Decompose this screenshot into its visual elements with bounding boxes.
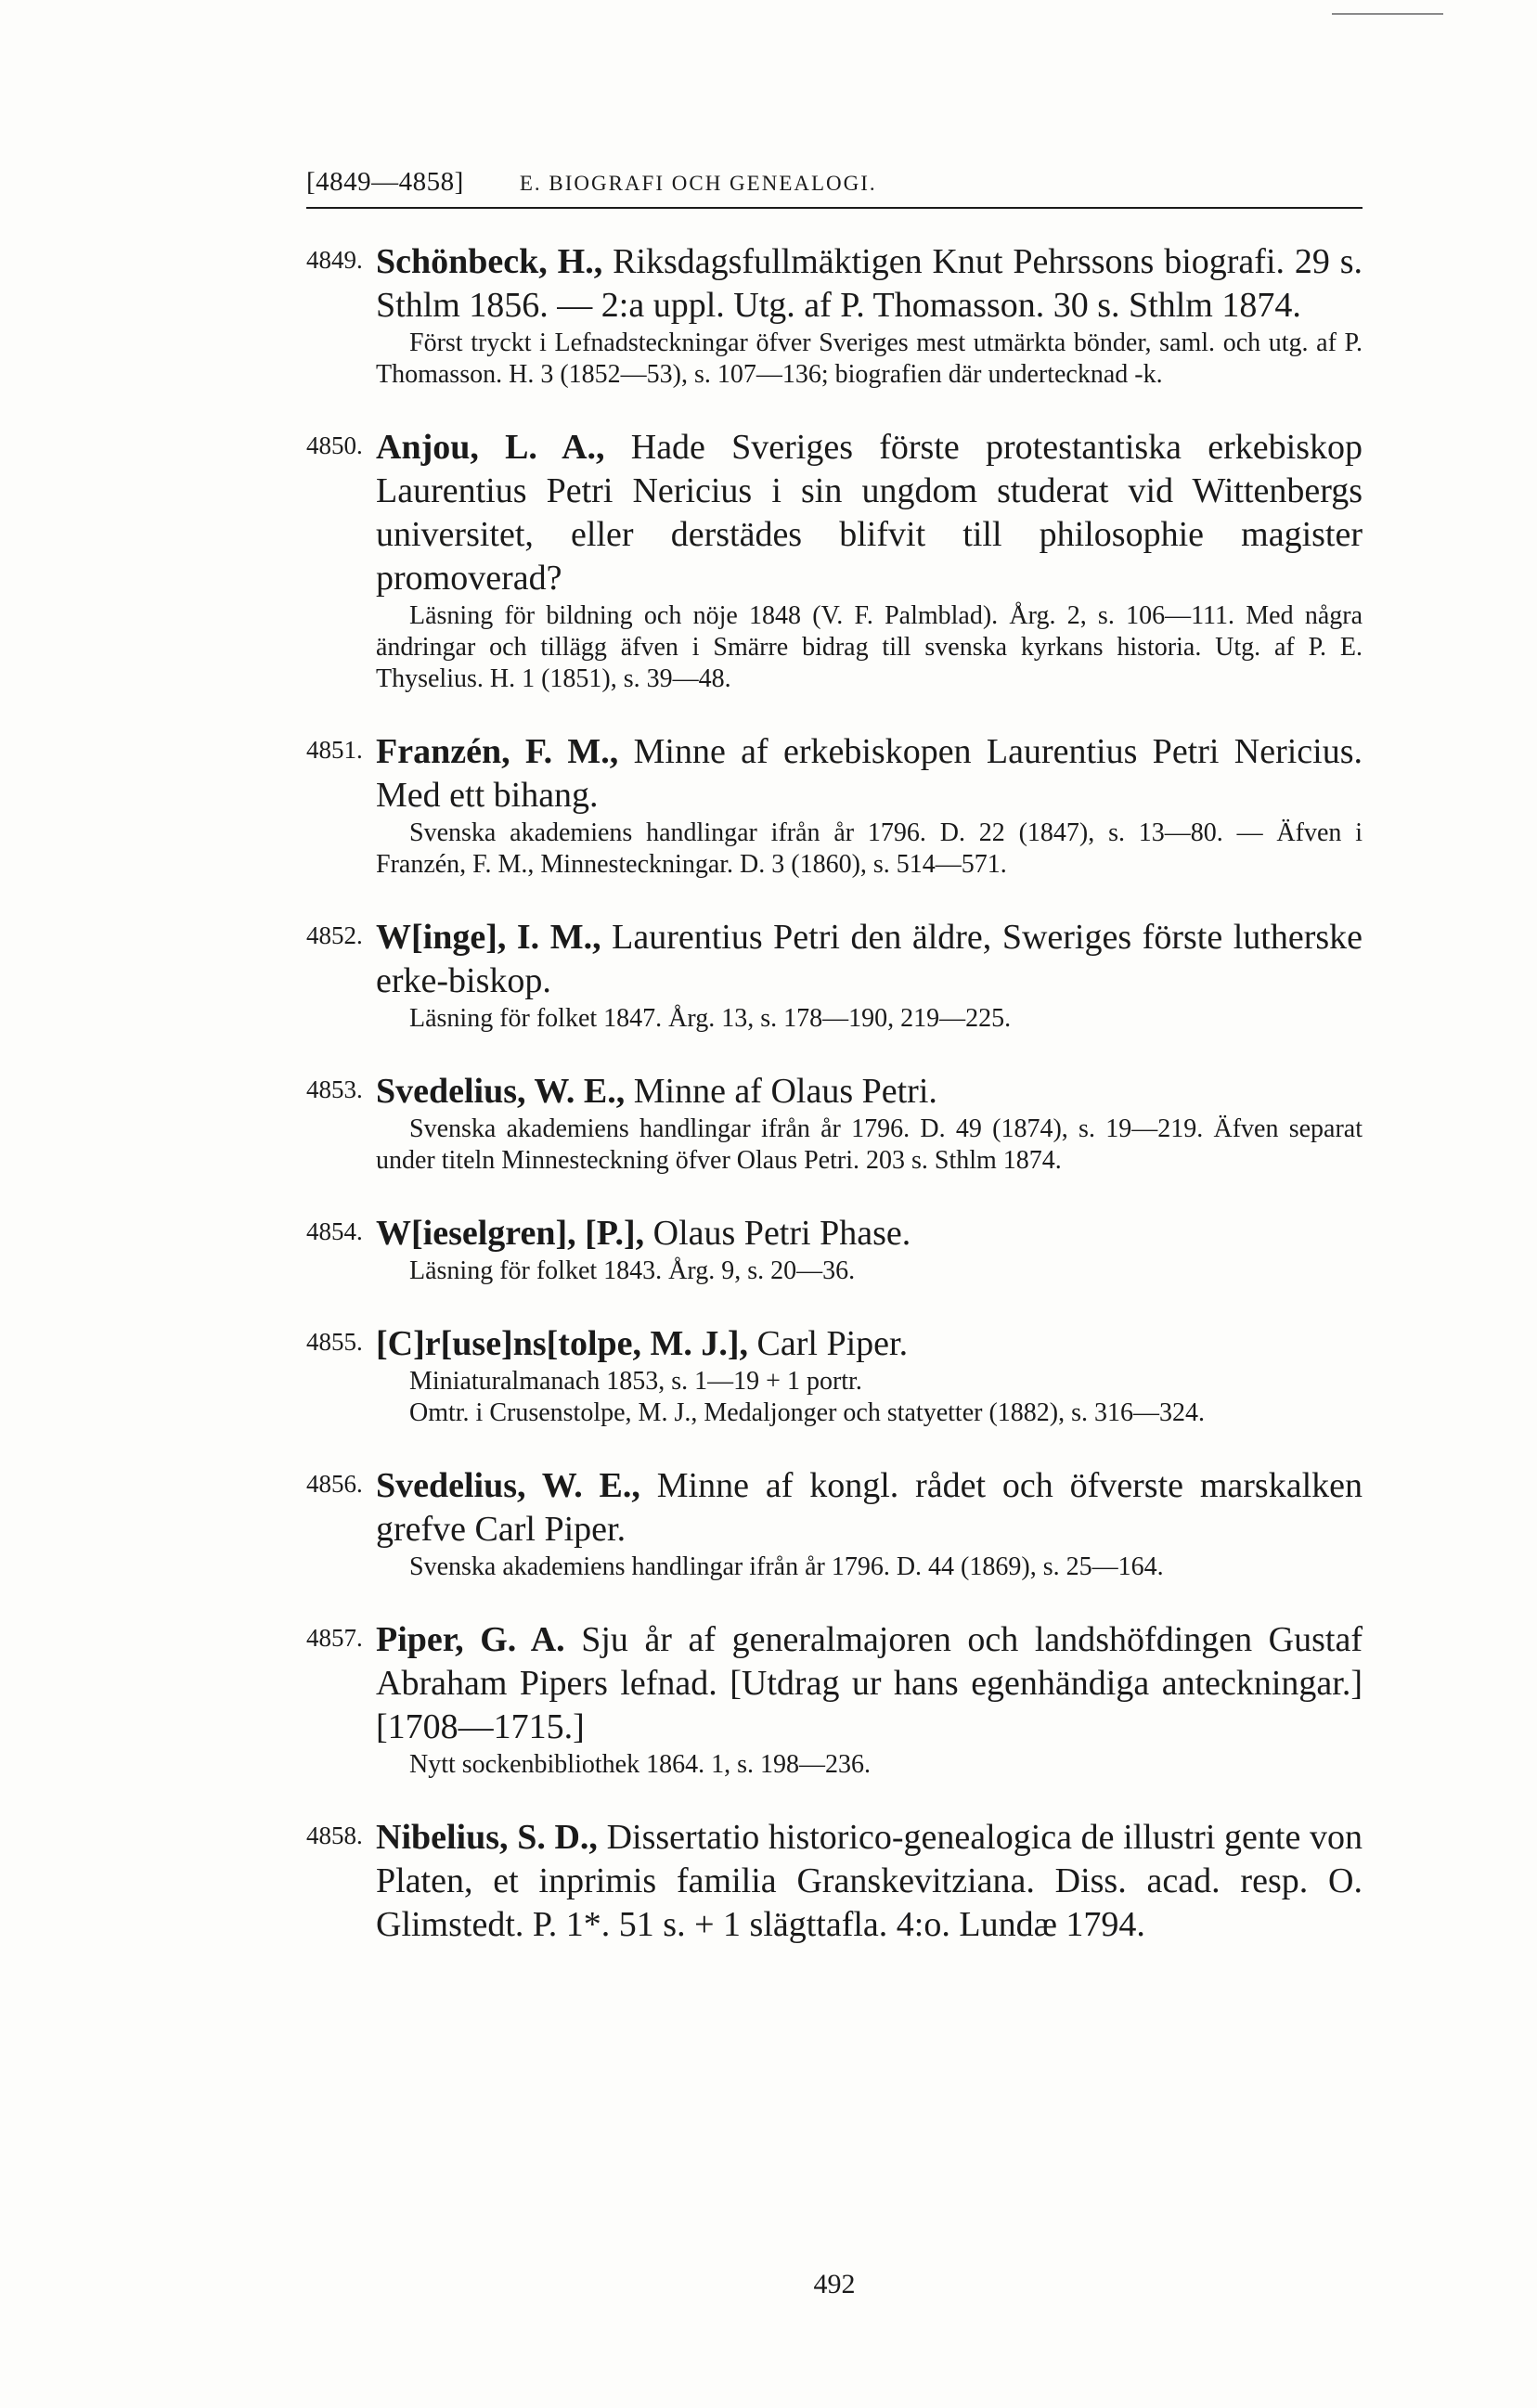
entry-4853 [306, 1070, 1363, 1177]
entry-number: 4853. [306, 1075, 363, 1103]
entry-main [376, 426, 1363, 600]
entry-title: Minne af kongl. rådet och öfverste marskalken grefve Carl Piper. [376, 1466, 1363, 1549]
entry-number: 4858. [306, 1822, 363, 1849]
entry-title: Minne af Olaus Petri. [633, 1072, 937, 1111]
entry-4852 [306, 916, 1363, 1035]
entry-author: Franzén, F. M., [376, 732, 619, 771]
entry-4850 [306, 426, 1363, 695]
document-page [306, 167, 1363, 2299]
entry-number: 4852. [306, 921, 363, 949]
entry-author: Nibelius, S. D., [376, 1818, 598, 1857]
entry-note: Nytt sockenbibliothek 1864. 1, s. 198—236. [409, 1750, 871, 1779]
entry-note: Först tryckt i Lefnadsteckningar öfver Sveriges mest utmärkta bönder, saml. och utg. af P. Thomasson. H. 3 (1852—53), s. 107—136; biografien där undertecknad -k. [376, 328, 1363, 389]
entry-number: 4851. [306, 736, 363, 764]
entry-4849 [306, 240, 1363, 391]
entry-author: Schönbeck, H., [376, 242, 603, 281]
entry-main [376, 1322, 1363, 1366]
entry-main [376, 1464, 1363, 1552]
entry-note: Läsning för folket 1847. Årg. 13, s. 178—190, 219—225. [409, 1004, 1012, 1033]
entry-title: Dissertatio historico-genealogica de illustri gente von Platen, et inprimis familia Granskevitziana. Diss. acad. resp. O. Glimstedt. P. 1*. 51 s. + 1 slägttafla. 4:o. Lundæ 1794. [376, 1818, 1363, 1944]
entry-4851 [306, 730, 1363, 881]
entry-title: Sju år af generalmajoren och landshöfdingen Gustaf Abraham Pipers lefnad. [Utdrag ur hans egenhändiga anteckningar.] [1708—1715.] [376, 1620, 1363, 1746]
running-header [306, 167, 1363, 209]
entry-number: 4854. [306, 1217, 363, 1245]
entry-main [376, 730, 1363, 818]
entry-main [376, 240, 1363, 328]
entry-note: Svenska akademiens handlingar ifrån år 1796. D. 44 (1869), s. 25—164. [409, 1552, 1164, 1581]
page-number: 492 [813, 2269, 856, 2299]
entry-note: Läsning för bildning och nöje 1848 (V. F. Palmblad). Årg. 2, s. 106—111. Med några ändringar och tillägg äfven i Smärre bidrag till svenska kyrkans historia. Utg. af P. E. Thyselius. H. 1 (1851), s. 39—48. [376, 601, 1363, 693]
entry-title: Minne af erkebiskopen Laurentius Petri Nericius. Med ett bihang. [376, 732, 1363, 815]
entry-note: Svenska akademiens handlingar ifrån år 1796. D. 49 (1874), s. 19—219. Äfven separat under titeln Minnesteckning öfver Olaus Petri. 203 s. Sthlm 1874. [376, 1114, 1363, 1175]
entry-main [376, 1618, 1363, 1749]
entry-number: 4857. [306, 1624, 363, 1652]
entry-main [376, 1212, 1363, 1256]
entry-title: Olaus Petri Phase. [652, 1214, 911, 1253]
entry-number: 4850. [306, 431, 363, 459]
corner-rule [1332, 13, 1443, 15]
entry-note: Svenska akademiens handlingar ifrån år 1796. D. 22 (1847), s. 13—80. — Äfven i Franzén, F. M., Minnesteckningar. D. 3 (1860), s. 514—571. [376, 818, 1363, 879]
entry-title: Hade Sveriges förste protestantiska erkebiskop Laurentius Petri Nericius i sin ungdom studerat vid Wittenbergs universitet, eller derstädes blifvit till philosophie magister promoverad? [376, 428, 1363, 598]
section-title: E. BIOGRAFI OCH GENEALOGI. [519, 172, 877, 195]
entry-note-secondary: Omtr. i Crusenstolpe, M. J., Medaljonger och statyetter (1882), s. 316—324. [409, 1398, 1205, 1427]
entry-author: Svedelius, W. E., [376, 1466, 640, 1505]
entry-author: W[ieselgren], [P.], [376, 1214, 645, 1253]
entry-author: Anjou, L. A., [376, 428, 605, 467]
entry-number: 4856. [306, 1470, 363, 1498]
entry-4858 [306, 1816, 1363, 1947]
entry-4854 [306, 1212, 1363, 1287]
entry-4856 [306, 1464, 1363, 1583]
entry-number: 4855. [306, 1328, 363, 1356]
entry-author: W[inge], I. M., [376, 918, 601, 957]
entry-author: [C]r[use]ns[tolpe, M. J.], [376, 1324, 749, 1363]
entry-range: [4849—4858] [306, 167, 464, 197]
entry-title: Carl Piper. [756, 1324, 909, 1363]
entry-4857 [306, 1618, 1363, 1781]
entry-note: Läsning för folket 1843. Årg. 9, s. 20—36. [409, 1256, 856, 1285]
entry-main [376, 1816, 1363, 1947]
entry-title: Riksdagsfullmäktigen Knut Pehrssons biografi. 29 s. Sthlm 1856. — 2:a uppl. Utg. af P. Thomasson. 30 s. Sthlm 1874. [376, 242, 1363, 325]
entry-number: 4849. [306, 246, 363, 274]
entry-main [376, 916, 1363, 1003]
entry-note: Miniaturalmanach 1853, s. 1—19 + 1 portr. [409, 1367, 862, 1396]
entry-author: Svedelius, W. E., [376, 1072, 626, 1111]
entry-title: Laurentius Petri den äldre, Sweriges förste lutherske erke-biskop. [376, 918, 1363, 1000]
entry-author: Piper, G. A. [376, 1620, 565, 1659]
entry-main [376, 1070, 1363, 1114]
entry-4855 [306, 1322, 1363, 1429]
